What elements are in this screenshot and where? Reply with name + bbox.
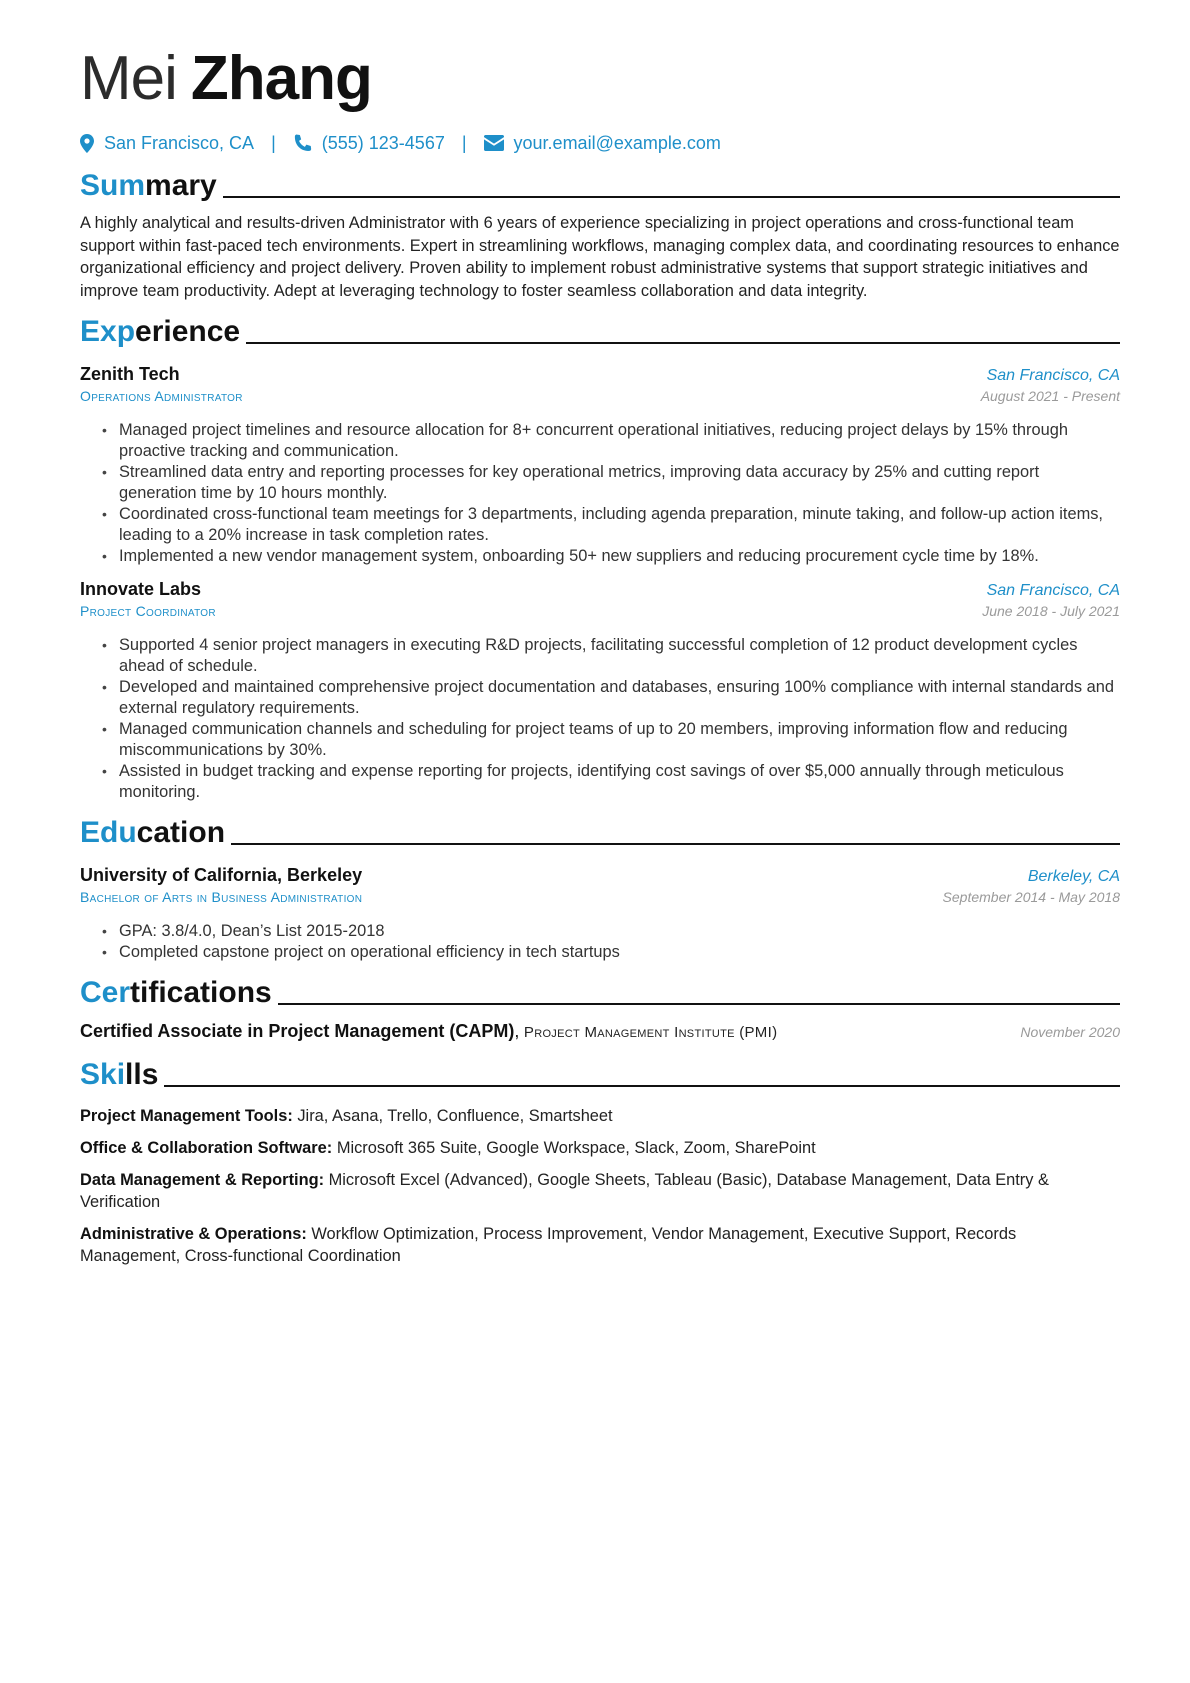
entry-date: June 2018 - July 2021 [982, 603, 1120, 619]
skills-section [80, 1055, 1120, 1267]
experience-entry [80, 364, 1120, 567]
job-title: Operations Administrator [80, 388, 243, 404]
list-item: • Managed communication channels and scheduling for project teams of up to 20 members, improving information flow and reducing miscommunications by 30%. [106, 719, 1120, 761]
section-rule [278, 1003, 1120, 1005]
experience-entry [80, 579, 1120, 803]
map-pin-icon [80, 134, 94, 153]
section-header [80, 1055, 1120, 1095]
entry-location: San Francisco, CA [986, 582, 1120, 599]
first-name: Mei [80, 44, 177, 113]
resume-name [80, 42, 1120, 116]
list-item: • Managed project timelines and resource allocation for 8+ concurrent operational initiatives, reducing project delays by 15% through proactive tracking and communication. [106, 420, 1120, 462]
contact-phone[interactable] [293, 133, 445, 154]
summary-section [80, 166, 1120, 302]
skill-list: Microsoft Excel (Advanced), Google Sheets, Tableau (Basic), Database Management, Data Entry & Verification [80, 1171, 1049, 1211]
entry-location: San Francisco, CA [986, 367, 1120, 384]
skills-row [80, 1223, 1120, 1267]
certification-entry: Certified Associate in Project Management (CAPM), Project Management Institute (PMI) November 2020 [80, 1021, 1120, 1041]
section-header [80, 813, 1120, 853]
list-item: • Assisted in budget tracking and expense reporting for projects, identifying cost savings of over $5,000 annually through meticulous monitoring. [106, 761, 1120, 803]
section-title: Skills [80, 1058, 159, 1091]
contact-line [80, 130, 1120, 156]
education-section [80, 813, 1120, 963]
section-title: Experience [80, 315, 241, 348]
section-header [80, 973, 1120, 1013]
skills-row [80, 1105, 1120, 1127]
company-name: Zenith Tech [80, 364, 180, 384]
list-item: • Coordinated cross-functional team meetings for 3 departments, including agenda preparation, minute taking, and follow-up action items, leading to a 20% increase in task completion rates. [106, 504, 1120, 546]
section-title: Certifications [80, 976, 272, 1009]
skill-list: Workflow Optimization, Process Improvement, Vendor Management, Executive Support, Records Management, Cross-functional Coordination [80, 1225, 1017, 1265]
entry-date: September 2014 - May 2018 [942, 889, 1120, 905]
certifications-section [80, 973, 1120, 1045]
experience-section [80, 312, 1120, 803]
email-link: your.email@example.com [513, 132, 721, 153]
contact-location [80, 133, 254, 154]
skill-category: Administrative & Operations: [80, 1225, 307, 1243]
section-header [80, 166, 1120, 206]
summary-text: A highly analytical and results-driven Administrator with 6 years of experience specializing in project operations and cross-functional team support within fast-paced tech environments. Expert in streamlining workflows, managing complex data, and coordinating resources to enhance organizational efficiency and project delivery. Proven ability to implement robust administrative systems that support strategic initiatives and improve team productivity. Adept at leveraging technology to foster seamless collaboration and data integrity. [80, 214, 1120, 300]
skill-category: Project Management Tools: [80, 1107, 293, 1125]
entry-location: Berkeley, CA [1027, 868, 1120, 885]
last-name: Zhang [190, 44, 372, 113]
degree-title: Bachelor of Arts in Business Administration [80, 889, 363, 905]
skill-category: Office & Collaboration Software: [80, 1139, 333, 1157]
school-name: University of California, Berkeley [80, 865, 363, 885]
location-text: San Francisco, CA [104, 132, 255, 153]
phone-text: (555) 123-4567 [321, 132, 445, 153]
contact-email[interactable] [484, 133, 721, 154]
list-item: • Implemented a new vendor management system, onboarding 50+ new suppliers and reducing procurement cycle time by 18%. [106, 546, 1120, 567]
skills-row [80, 1137, 1120, 1159]
section-header [80, 312, 1120, 352]
skill-list: Jira, Asana, Trello, Confluence, Smartsheet [292, 1107, 613, 1125]
job-title: Project Coordinator [80, 603, 216, 619]
list-item: • Streamlined data entry and reporting processes for key operational metrics, improving data accuracy by 25% and cutting report generation time by 10 hours monthly. [106, 462, 1120, 504]
section-rule [246, 342, 1120, 344]
certification-name: Certified Associate in Project Management (CAPM) [80, 1021, 515, 1041]
section-title: Education [80, 816, 226, 849]
section-rule [231, 843, 1120, 845]
section-rule [164, 1085, 1120, 1087]
bullet-list [80, 921, 1120, 963]
contact-separator: | [461, 132, 467, 153]
section-rule [223, 196, 1120, 198]
education-entry [80, 865, 1120, 963]
skills-row [80, 1169, 1120, 1213]
bullet-list [80, 420, 1120, 567]
company-name: Innovate Labs [80, 579, 202, 599]
phone-icon [293, 134, 312, 153]
skill-list: Microsoft 365 Suite, Google Workspace, Slack, Zoom, SharePoint [332, 1139, 816, 1157]
list-item: • Supported 4 senior project managers in executing R&D projects, facilitating successful completion of 12 product development cycles ahead of schedule. [106, 635, 1120, 677]
list-item: • Developed and maintained comprehensive project documentation and databases, ensuring 100% compliance with internal standards and external regulatory requirements. [106, 677, 1120, 719]
bullet-list [80, 635, 1120, 803]
entry-date: November 2020 [1020, 1024, 1120, 1040]
section-title: Summary [80, 169, 217, 202]
contact-separator: | [271, 132, 276, 153]
skill-category: Data Management & Reporting: [80, 1171, 325, 1189]
entry-date: August 2021 - Present [980, 388, 1120, 404]
certification-issuer: Project Management Institute (PMI) [523, 1024, 778, 1041]
list-item: • Completed capstone project on operational efficiency in tech startups [106, 942, 1120, 963]
envelope-icon [484, 135, 504, 151]
list-item: • GPA: 3.8/4.0, Dean’s List 2015-2018 [106, 921, 1120, 942]
